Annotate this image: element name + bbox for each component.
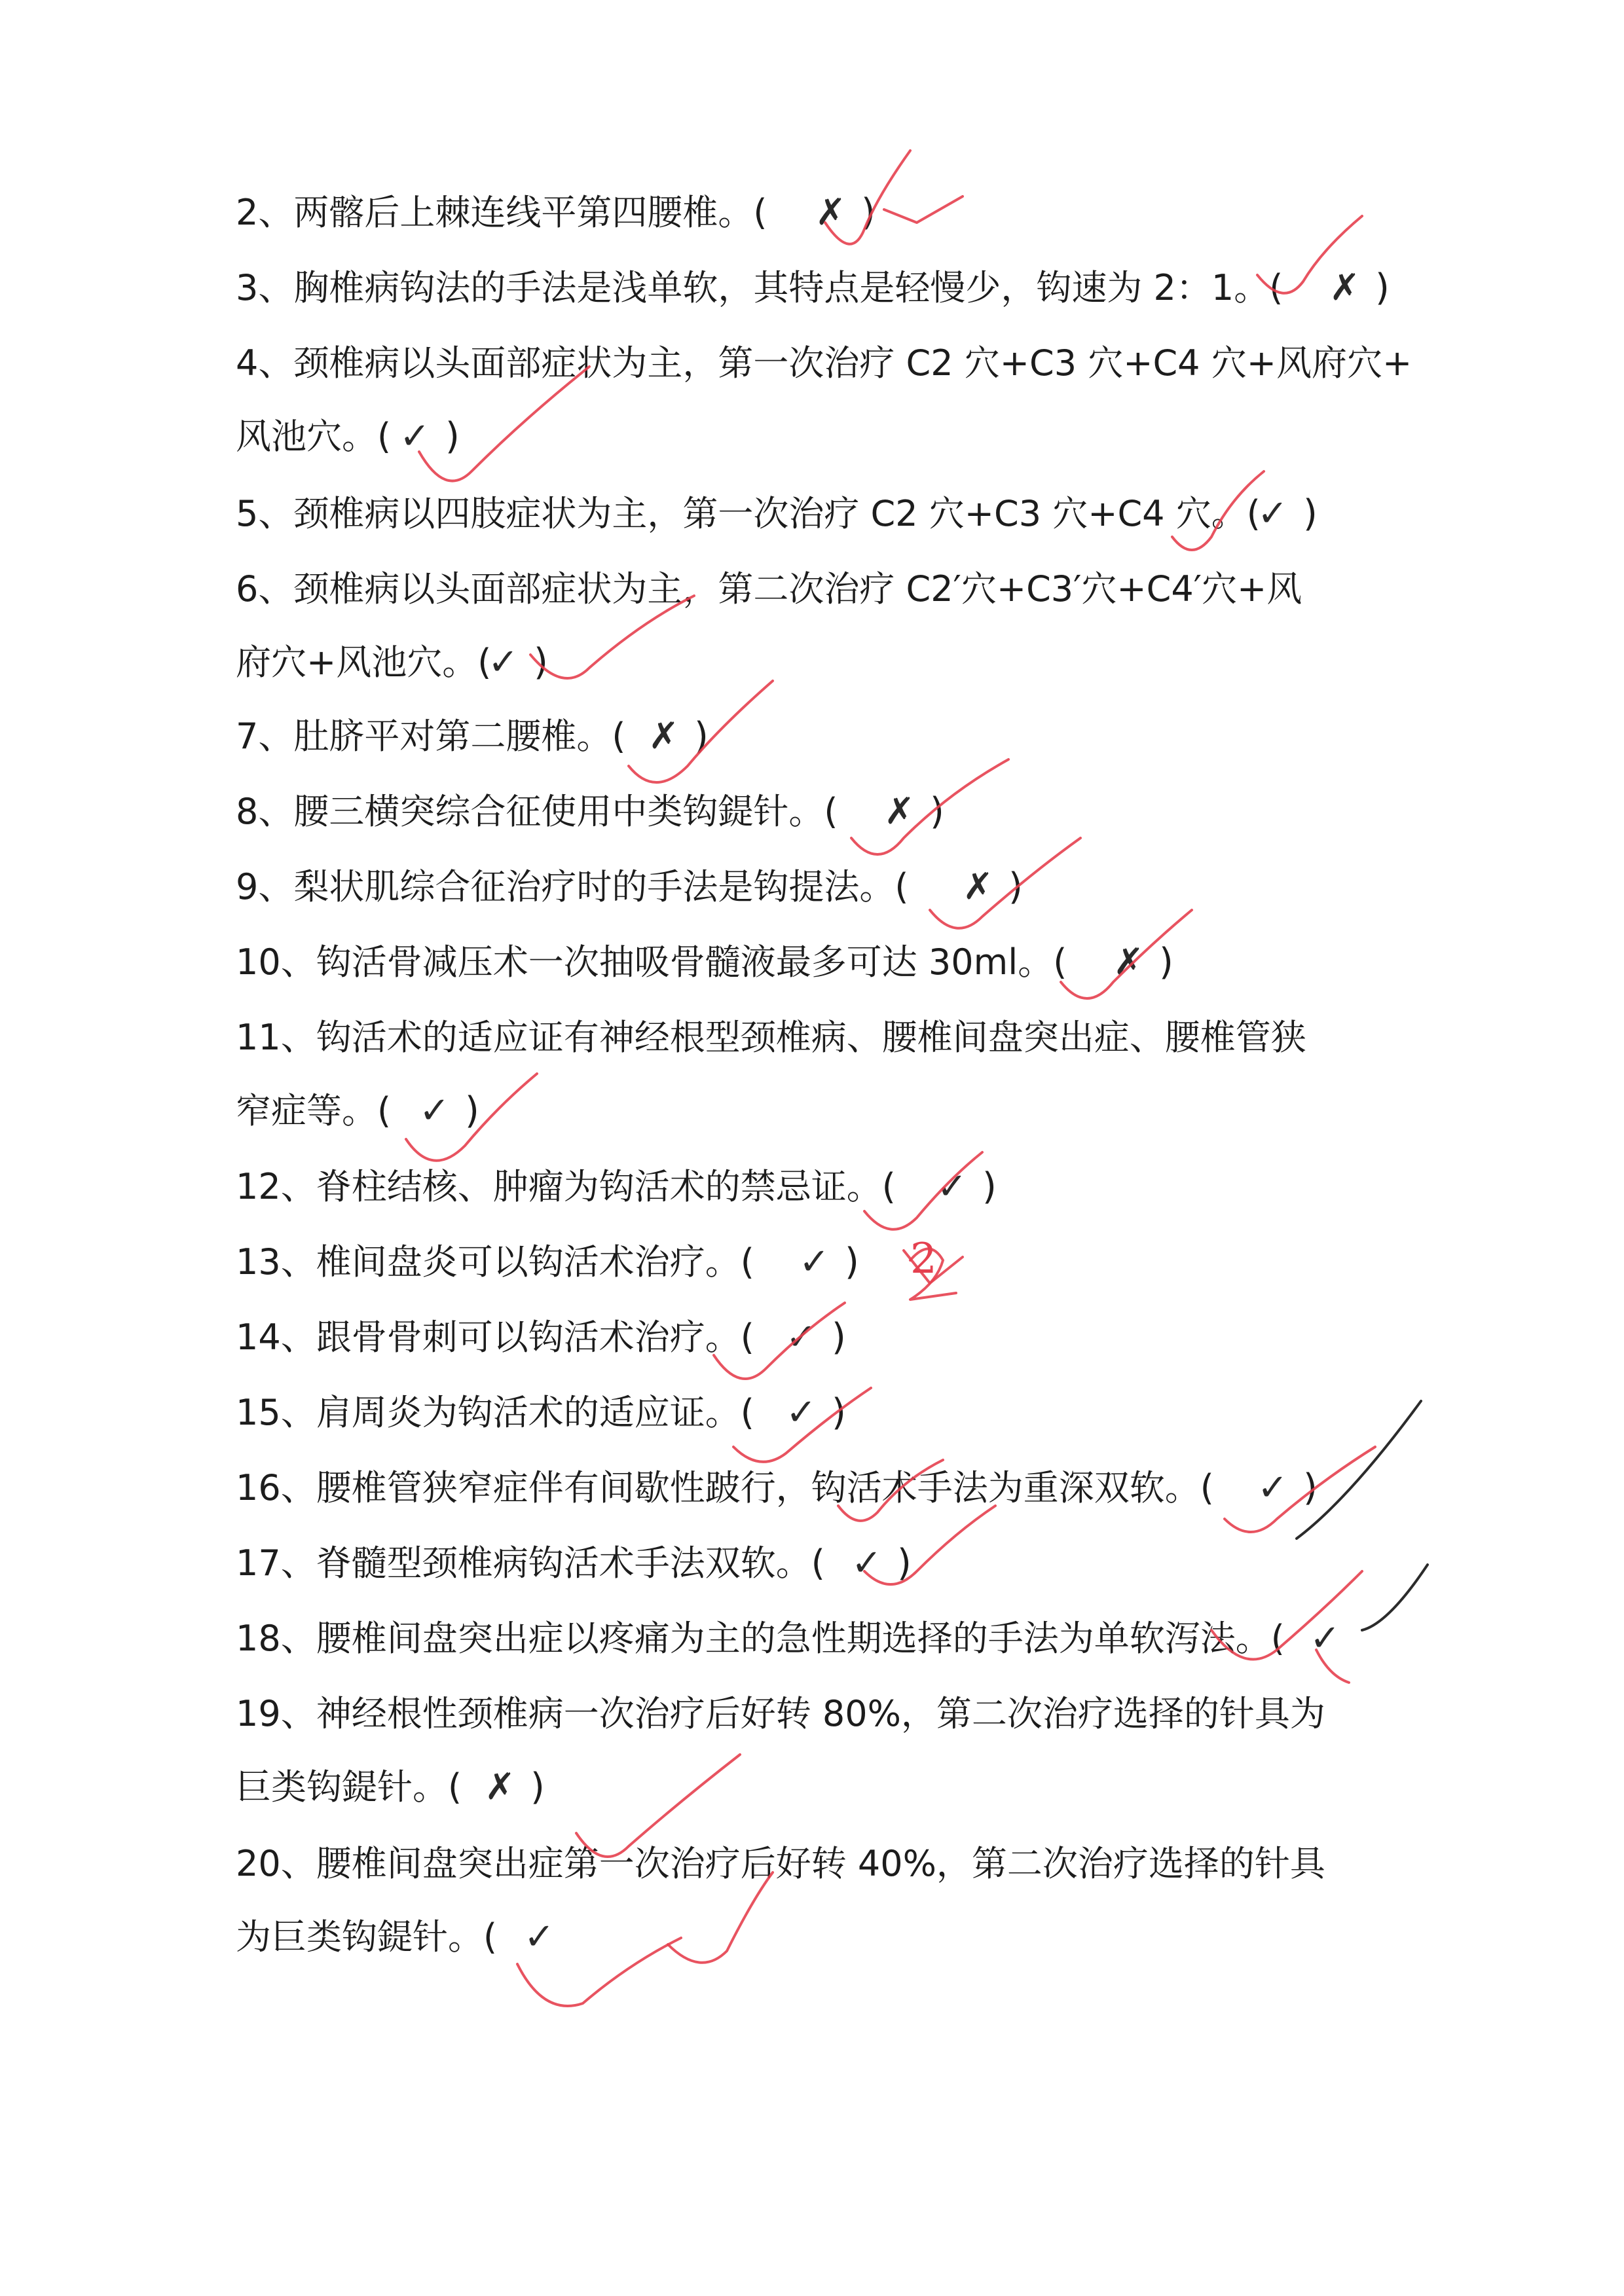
question-text: 腰椎管狭窄症伴有间歇性跛行，钩活术手法为重深双软。( — [316, 1467, 1214, 1508]
question-text: 钩活术的适应证有神经根型颈椎病、腰椎间盘突出症、腰椎管狭 — [316, 1017, 1306, 1058]
handwritten-answer-mark: ✗ — [485, 1766, 515, 1808]
question-line — [236, 1616, 1414, 1662]
question-line — [236, 1691, 1414, 1737]
question-line — [236, 789, 1414, 835]
handwritten-answer-mark: ✗ — [1329, 266, 1360, 309]
closing-paren: ) — [534, 641, 548, 683]
question-number: 16、 — [236, 1467, 316, 1508]
handwritten-answer-mark: ✗ — [963, 866, 993, 908]
question-line — [236, 566, 1414, 612]
question-text: 颈椎病以四肢症状为主，第一次治疗 C2 穴+C3 穴+C4 穴。( — [293, 493, 1261, 534]
closing-paren: ) — [1159, 941, 1173, 983]
question-line — [236, 1164, 1414, 1210]
question-line-continued: 风池穴。( — [236, 416, 392, 457]
closing-paren: ) — [897, 1542, 912, 1584]
handwritten-answer-mark: ✓ — [786, 1316, 817, 1358]
handwritten-answer-mark: ✓ — [488, 641, 519, 683]
closing-paren: ) — [530, 1766, 545, 1808]
handwritten-answer-mark: ✓ — [1310, 1617, 1340, 1660]
question-number: 11、 — [236, 1017, 316, 1058]
question-text: 腰椎间盘突出症以疼痛为主的急性期选择的手法为单软泻法。( — [316, 1618, 1285, 1659]
question-line — [236, 939, 1414, 985]
handwritten-answer-mark: ✗ — [884, 790, 915, 833]
closing-paren: ) — [445, 415, 460, 458]
handwritten-answer-mark: ✓ — [1257, 1467, 1288, 1509]
question-text: 脊髓型颈椎病钩活术手法双软。( — [316, 1542, 825, 1584]
handwritten-answer-mark: ✗ — [1113, 941, 1144, 983]
question-line — [236, 1841, 1414, 1887]
question-number: 7、 — [236, 716, 294, 757]
question-number: 2、 — [236, 192, 294, 233]
closing-paren: ) — [1008, 866, 1023, 908]
question-number: 12、 — [236, 1166, 316, 1207]
closing-paren: ) — [832, 1316, 846, 1358]
handwritten-answer-mark: ✓ — [851, 1542, 882, 1584]
closing-paren: ) — [861, 191, 876, 234]
question-line — [236, 714, 1414, 759]
question-line — [236, 1540, 1414, 1586]
handwritten-answer-mark: ✓ — [786, 1391, 817, 1434]
question-line-continued: 窄症等。( — [236, 1090, 392, 1131]
question-line — [236, 340, 1414, 386]
question-line — [236, 1390, 1414, 1436]
handwritten-answer-mark: ✗ — [648, 715, 679, 757]
question-text: 钩活骨减压术一次抽吸骨髓液最多可达 30ml。( — [316, 941, 1067, 983]
handwritten-answer-mark: ✓ — [419, 1089, 450, 1132]
question-text: 梨状肌综合征治疗时的手法是钩提法。( — [293, 866, 909, 907]
closing-paren: ) — [694, 715, 709, 757]
closing-paren: ) — [1303, 1467, 1318, 1509]
question-text: 肚脐平对第二腰椎。( — [293, 716, 626, 757]
closing-paren: ) — [845, 1241, 859, 1283]
question-text: 肩周炎为钩活术的适应证。( — [316, 1392, 754, 1433]
question-line — [236, 1015, 1414, 1061]
question-number: 6、 — [236, 568, 294, 610]
red-score-note: 2 — [910, 1235, 937, 1283]
closing-paren: ) — [982, 1165, 997, 1208]
question-number: 9、 — [236, 866, 294, 907]
handwritten-answer-mark: ✓ — [799, 1241, 830, 1283]
question-line — [236, 1465, 1414, 1511]
question-number: 10、 — [236, 941, 316, 983]
question-line — [236, 864, 1414, 910]
question-line — [236, 491, 1414, 537]
question-line-continued: 巨类钩鍉针。( — [236, 1766, 462, 1808]
question-text: 颈椎病以头面部症状为主，第二次治疗 C2′穴+C3′穴+C4′穴+风 — [293, 568, 1302, 610]
question-text: 腰三横突综合征使用中类钩鍉针。( — [293, 791, 838, 832]
question-text: 脊柱结核、肿瘤为钩活术的禁忌证。( — [316, 1166, 896, 1207]
handwritten-answer-mark: ✓ — [524, 1916, 555, 1958]
question-line-continued: 府穴+风池穴。( — [236, 642, 492, 683]
closing-paren: ) — [832, 1391, 846, 1434]
question-number: 13、 — [236, 1241, 316, 1283]
question-number: 4、 — [236, 342, 294, 384]
question-number: 20、 — [236, 1843, 316, 1884]
question-text: 胸椎病钩法的手法是浅单软，其特点是轻慢少，钩速为 2：1。( — [293, 267, 1283, 308]
question-text: 神经根性颈椎病一次治疗后好转 80%，第二次治疗选择的针具为 — [316, 1693, 1325, 1734]
question-line — [236, 265, 1414, 311]
question-text: 两髂后上棘连线平第四腰椎。( — [293, 192, 767, 233]
handwritten-answer-mark: ✗ — [815, 191, 846, 234]
handwritten-answer-mark: ✓ — [936, 1165, 967, 1208]
question-text: 跟骨骨刺可以钩活术治疗。( — [316, 1317, 754, 1358]
closing-paren: ) — [465, 1089, 479, 1132]
question-number: 5、 — [236, 493, 294, 534]
question-number: 15、 — [236, 1392, 316, 1433]
question-line — [236, 1315, 1414, 1360]
question-number: 19、 — [236, 1693, 316, 1734]
question-number: 8、 — [236, 791, 294, 832]
question-number: 18、 — [236, 1618, 316, 1659]
question-line-continued: 为巨类钩鍉针。( — [236, 1916, 498, 1958]
question-text: 颈椎病以头面部症状为主，第一次治疗 C2 穴+C3 穴+C4 穴+风府穴+ — [293, 342, 1412, 384]
question-text: 椎间盘炎可以钩活术治疗。( — [316, 1241, 754, 1283]
closing-paren: ) — [930, 790, 944, 833]
question-number: 14、 — [236, 1317, 316, 1358]
closing-paren: ) — [1303, 492, 1318, 535]
question-number: 3、 — [236, 267, 294, 308]
question-number: 17、 — [236, 1542, 316, 1584]
question-text: 腰椎间盘突出症第一次治疗后好转 40%，第二次治疗选择的针具 — [316, 1843, 1325, 1884]
handwritten-answer-mark: ✓ — [399, 415, 430, 458]
handwritten-answer-mark: ✓ — [1257, 492, 1288, 535]
closing-paren: ) — [1375, 266, 1390, 309]
